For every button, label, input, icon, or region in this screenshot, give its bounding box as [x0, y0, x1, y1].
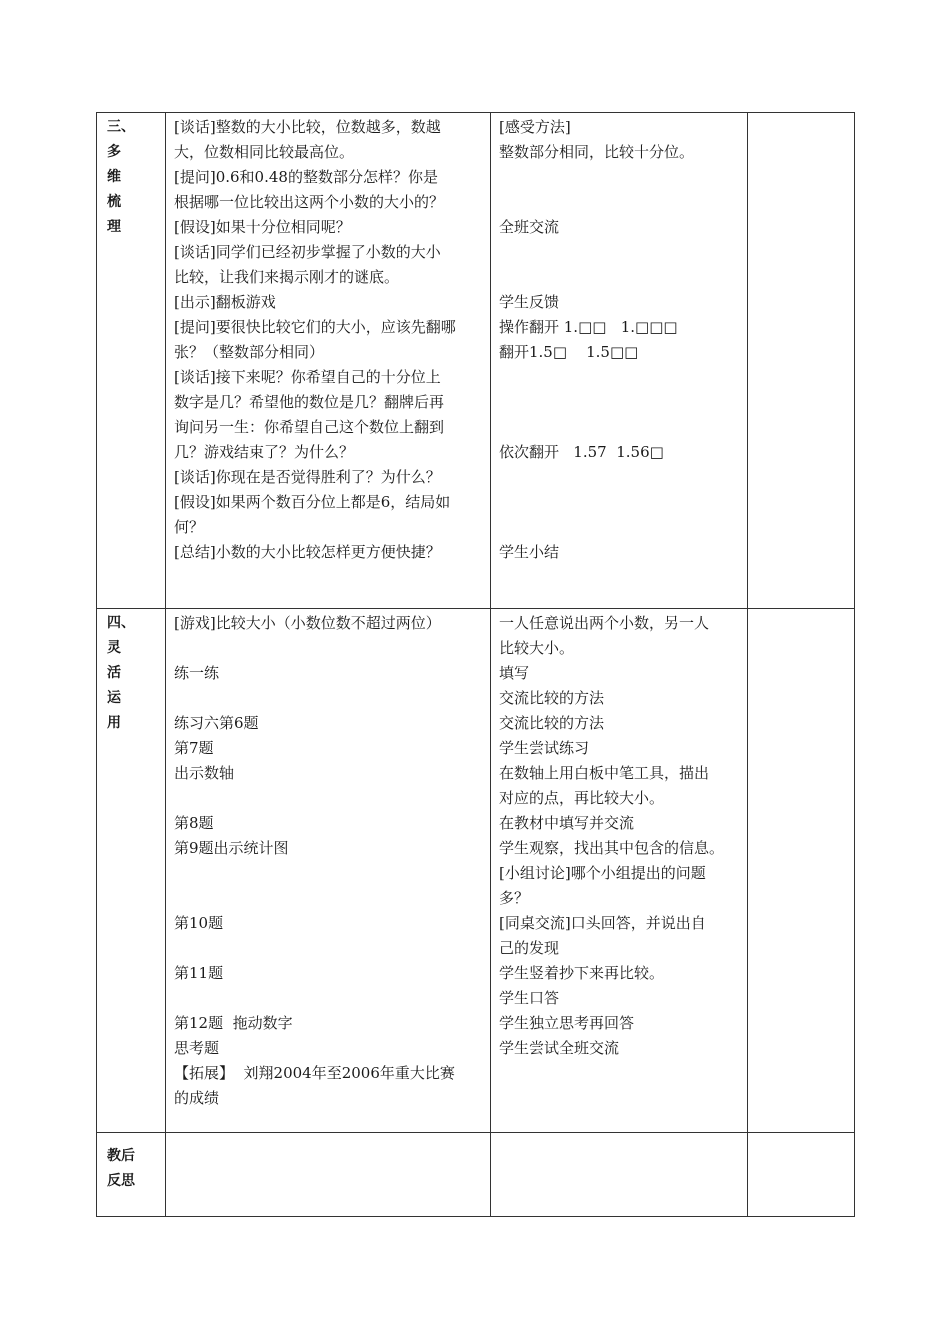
student-activity-line: [同桌交流]口头回答，并说出自 [499, 914, 706, 932]
section-3-row [97, 113, 855, 609]
teacher-activity-line: 询问另一生：你希望自己这个数位上翻到 [174, 418, 445, 436]
teacher-activity-line: 练一练 [174, 664, 220, 682]
teacher-activity-line: 的成绩 [174, 1089, 220, 1107]
teacher-activity-line [174, 861, 484, 886]
teacher-activity-line: 第11题 [174, 964, 224, 982]
stage-label-char: 三、 [107, 119, 135, 135]
reflection-row [97, 1133, 855, 1217]
teacher-activity-line: [谈话]同学们已经初步掌握了小数的大小 [174, 243, 441, 261]
notes-cell [748, 113, 855, 609]
teacher-activity-cell [166, 113, 491, 609]
student-activity-line [499, 165, 741, 190]
stage-label-cell [97, 609, 166, 1133]
student-activity-line [499, 365, 741, 390]
student-activity-line: [小组讨论]哪个小组提出的问题 [499, 864, 706, 882]
reflection-label-line: 教后 [107, 1148, 135, 1164]
reflection-cell [166, 1133, 491, 1217]
stage-label-char: 梳 [107, 194, 121, 210]
teacher-activity-line: 第10题 [174, 914, 224, 932]
teacher-activity [166, 609, 490, 1111]
student-activity-line [499, 465, 741, 490]
teacher-activity-line [174, 936, 484, 961]
stage-label-char: 活 [107, 665, 121, 681]
teacher-activity-line: [谈话]接下来呢？你希望自己的十分位上 [174, 368, 441, 386]
teacher-activity-line: [总结]小数的大小比较怎样更方便快捷？ [174, 543, 441, 561]
student-activity-line [499, 490, 741, 515]
student-activity-cell [491, 609, 748, 1133]
reflection-label [97, 1133, 165, 1195]
teacher-activity-line: [提问]要很快比较它们的大小，应该先翻哪 [174, 318, 456, 336]
stage-label [97, 609, 165, 736]
teacher-activity-line: 大，位数相同比较最高位。 [174, 143, 355, 161]
teacher-activity-line: [提问]0.6和0.48的整数部分怎样？你是 [174, 168, 438, 186]
teacher-activity-line: 数字是几？希望他的数位是几？翻牌后再 [174, 393, 445, 411]
teacher-activity-line: 根据哪一位比较出这两个小数的大小的？ [174, 193, 445, 211]
student-activity-line: 一人任意说出两个小数，另一人 [499, 614, 710, 632]
student-activity [491, 113, 747, 565]
student-activity-line [499, 190, 741, 215]
reflection-label-line: 反思 [107, 1173, 135, 1189]
stage-label-cell [97, 113, 166, 609]
student-activity-line: 填写 [499, 664, 530, 682]
student-activity-line: 学生反馈 [499, 293, 560, 311]
student-activity-line: 学生竖着抄下来再比较。 [499, 964, 665, 982]
teacher-activity [166, 113, 490, 565]
student-activity-line: 多？ [499, 889, 530, 907]
teacher-activity-line: [游戏]比较大小（小数位数不超过两位） [174, 614, 441, 632]
reflection-cell [491, 1133, 748, 1217]
student-activity-line: 翻开1.5□ 1.5□□ [499, 343, 639, 361]
student-activity-line: 学生独立思考再回答 [499, 1014, 635, 1032]
student-activity-line [499, 265, 741, 290]
student-activity-line: 比较大小。 [499, 639, 575, 657]
student-activity-line [499, 390, 741, 415]
student-activity-line: 学生尝试全班交流 [499, 1039, 620, 1057]
student-activity-line [499, 515, 741, 540]
teacher-activity-line: 第9题出示统计图 [174, 839, 289, 857]
teacher-activity-line [174, 786, 484, 811]
teacher-activity-line: [谈话]整数的大小比较，位数越多，数越 [174, 118, 441, 136]
student-activity-line [499, 415, 741, 440]
teacher-activity-line: 比较，让我们来揭示刚才的谜底。 [174, 268, 400, 286]
section-4-row [97, 609, 855, 1133]
student-activity-line: 在数轴上用白板中笔工具，描出 [499, 764, 710, 782]
teacher-activity-line: [谈话]你现在是否觉得胜利了？为什么？ [174, 468, 441, 486]
student-activity-line: 操作翻开 1.□□ 1.□□□ [499, 318, 678, 336]
teacher-activity-line: 何？ [174, 518, 205, 536]
student-activity-line: 学生口答 [499, 989, 560, 1007]
student-activity-line: 学生观察，找出其中包含的信息。 [499, 839, 725, 857]
teacher-activity-cell [166, 609, 491, 1133]
student-activity-line [499, 240, 741, 265]
teacher-activity-line: 第7题 [174, 739, 214, 757]
student-activity-line: 全班交流 [499, 218, 560, 236]
student-activity-line: 交流比较的方法 [499, 714, 605, 732]
notes-cell [748, 609, 855, 1133]
stage-label-char: 理 [107, 219, 121, 235]
teacher-activity-line: [假设]如果十分位相同呢？ [174, 218, 351, 236]
stage-label-char: 多 [107, 144, 121, 160]
student-activity-line: 学生小结 [499, 543, 560, 561]
teacher-activity-line: 几？游戏结束了？为什么？ [174, 443, 355, 461]
teacher-activity-line [174, 986, 484, 1011]
teacher-activity-line: [出示]翻板游戏 [174, 293, 276, 311]
teacher-activity-line [174, 636, 484, 661]
lesson-plan-table [96, 112, 855, 1217]
stage-label-char: 运 [107, 690, 121, 706]
student-activity-line: 在教材中填写并交流 [499, 814, 635, 832]
teacher-activity-line [174, 686, 484, 711]
teacher-activity-line: [假设]如果两个数百分位上都是6，结局如 [174, 493, 451, 511]
student-activity-line: 学生尝试练习 [499, 739, 590, 757]
teacher-activity-line: 第12题 拖动数字 [174, 1014, 293, 1032]
stage-label [97, 113, 165, 240]
stage-label-char: 灵 [107, 640, 121, 656]
student-activity-line: 整数部分相同，比较十分位。 [499, 143, 695, 161]
stage-label-char: 四、 [107, 615, 135, 631]
student-activity-line: 对应的点，再比较大小。 [499, 789, 665, 807]
teacher-activity-line: 第8题 [174, 814, 214, 832]
notes-cell [748, 1133, 855, 1217]
stage-label-char: 用 [107, 715, 121, 731]
teacher-activity-line [174, 886, 484, 911]
student-activity-line: 交流比较的方法 [499, 689, 605, 707]
teacher-activity-line: 练习六第6题 [174, 714, 259, 732]
student-activity-line: 己的发现 [499, 939, 560, 957]
teacher-activity-line: 思考题 [174, 1039, 220, 1057]
teacher-activity-line: 张？（整数部分相同） [174, 343, 325, 361]
student-activity [491, 609, 747, 1061]
reflection-label-cell [97, 1133, 166, 1217]
student-activity-line: 依次翻开 1.57 1.56□ [499, 443, 664, 461]
teacher-activity-line: 【拓展】 刘翔2004年至2006年重大比赛 [174, 1064, 455, 1082]
stage-label-char: 维 [107, 169, 121, 185]
student-activity-line: [感受方法] [499, 118, 571, 136]
teacher-activity-line: 出示数轴 [174, 764, 235, 782]
student-activity-cell [491, 113, 748, 609]
